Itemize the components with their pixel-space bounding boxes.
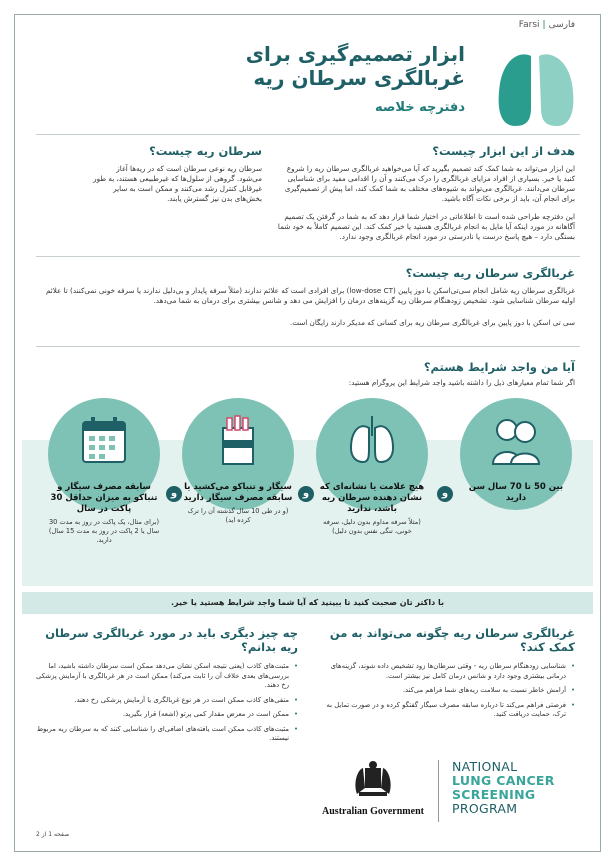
- help-item-2: • آرامش خاطر نسبت به سلامت ریه‌های شما فراهم می‌کند.: [323, 686, 575, 696]
- lungs-logo-icon: [495, 42, 577, 130]
- criterion-smoking-note: (و در طی 10 سال گذشته آن را ترک کرده اید): [187, 507, 289, 524]
- nlcsp-logo: [452, 760, 555, 816]
- cigarette-pack-icon: [211, 412, 265, 466]
- help-item-1: • شناسایی زودهنگام سرطان ریه - وقتی سرطان‌ها زود تشخیص داده شوند، گزینه‌های درمانی بیشتری وجود دارد و شانس درمان کامل نیز بیشتر است.: [323, 662, 575, 681]
- language-farsi-label: Farsi: [518, 20, 540, 30]
- know-item-2: • منفی‌های کاذب ممکن است در هر نوع غربالگری یا آزمایش پزشکی رخ دهند.: [36, 696, 298, 706]
- purpose-paragraph-2: این دفترچه طراحی شده است تا اطلاعاتی در اختیار شما قرار دهد که به شما در گرفتن یک تصمیم آگاهانه در مورد اینکه آیا مایل به انجام غربالگری هستید یا خیر کمک کند. این تصمیم کاملاً به خود شما بستگی دارد – هیچ پاسخ درست یا نادرستی در مورد انجام غربالگری وجود ندارد.: [277, 212, 575, 241]
- calendar-icon: [77, 412, 131, 466]
- purpose-paragraph-1: این ابزار می‌تواند به شما کمک کند تصمیم بگیرید که آیا می‌خواهید غربالگری سرطان ریه را شروع کنید یا خیر. بسیاری از افراد مزایای غربالگری را درک می‌کنند و آن را اقدامی مفید برای شناسایی سرطان می‌دانند. غربالگری می‌تواند به شیوه‌های مختلف به شما کمک کند، اما پیش از تصمیم‌گیری برای انجام آن، باید از برخی نکات آگاه باشید.: [284, 164, 575, 203]
- criterion-symptoms: [316, 482, 428, 536]
- screening-heading: غربالگری سرطان ریه چیست؟: [405, 266, 575, 280]
- criterion-age: [462, 482, 570, 504]
- know-heading: چه چیز دیگری باید در مورد غربالگری سرطان ریه بدانم؟: [45, 626, 298, 654]
- coat-of-arms-icon: [351, 760, 395, 798]
- screening-paragraph-1: غربالگری سرطان ریه شامل انجام سی‌تی‌اسکن با دوز پایین (low-dose CT) برای افرادی است که علائم ندارند (مثلاً سرفه پایدار و بی‌دلیل ندارند یا سرفه خونی نمی‌کنند) تا علائم اولیه سرطان شناسایی شود. تشخیص زودهنگام سرطان ریه گزینه‌های درمان را افزایش می دهد و شانس بیشتری برای درمان به شما می‌دهد.: [45, 286, 575, 305]
- know-item-3: • ممکن است در معرض مقدار کمی پرتو (اشعه) قرار بگیرید.: [36, 710, 298, 720]
- nlcsp-line-1: NATIONAL: [452, 759, 518, 774]
- and-connector-1: و: [437, 486, 453, 502]
- screening-paragraph-2: سی تی اسکن با دوز پایین برای غربالگری سرطان ریه برای کسانی که مدیکر دارند رایگان است.: [289, 318, 575, 327]
- nlcsp-line-2: LUNG CANCER: [452, 773, 555, 788]
- criterion-symptoms-text: هیچ علامت یا نشانه‌ای که نشان دهنده سرطان ریه باشد، ندارید: [319, 482, 425, 514]
- know-list: [36, 662, 298, 749]
- criterion-pack-years-note: (برای مثال، یک پاکت در روز به مدت 30 سال یا 2 پاکت در روز به مدت 15 سال) دارید.: [48, 518, 160, 544]
- language-label: Farsi | فارسی: [518, 20, 575, 30]
- help-heading: غربالگری سرطان ریه چگونه می‌تواند به من کمک کند؟: [329, 626, 575, 654]
- criterion-pack-years: [46, 482, 162, 545]
- page-title: ابزار تصمیم‌گیری برای غربالگری سرطان ریه: [245, 42, 465, 90]
- know-item-4: • مثبت‌های کاذب ممکن است یافته‌های اضافی‌ای را شناسایی کنند که به سرطان ریه مربوط نیستند.: [36, 725, 298, 744]
- lung-cancer-text: سرطان ریه نوعی سرطان است که در ریه‌ها آغاز می‌شود. گروهی از سلول‌ها که غیرطبیعی هستند، به طور غیرقابل کنترل رشد می‌کنند و ممکن است به سایر بخش‌های بدن نیز گسترش یابند.: [93, 164, 262, 203]
- eligible-intro: اگر شما تمام معیارهای ذیل را داشته باشید واجد شرایط این پروگرام هستید:: [348, 378, 575, 387]
- know-item-1: • مثبت‌های کاذب (یعنی نتیجه اسکن نشان می‌دهد ممکن است سرطان داشته باشید، اما بررسی‌های بعدی خلاف آن را ثابت می‌کند) ممکن است در هر غربالگری با آزمایش پزشکی رخ دهند.: [36, 662, 298, 691]
- help-item-3: • فرصتی فراهم می‌کند تا درباره سابقه مصرف سیگار گفتگو کرده و در صورت تمایل به ترک، حمایت دریافت کنید.: [323, 701, 575, 720]
- australian-government-text: Australian Government: [322, 806, 424, 817]
- language-native-label: فارسی: [548, 20, 575, 30]
- criterion-symptoms-note: (مثلاً سرفه مداوم بدون دلیل، سرفه خونی، تنگی نفس بدون دلیل): [323, 518, 421, 535]
- australian-government-logo: [318, 760, 428, 817]
- and-connector-2: و: [298, 486, 314, 502]
- and-connector-3: و: [166, 486, 182, 502]
- criterion-pack-years-text: سابقه مصرف سیگار و تنباکو به میزان حداقل 30 پاکت در سال: [50, 482, 158, 514]
- eligible-heading: آیا من واجد شرایط هستم؟: [423, 360, 575, 374]
- nlcsp-line-4: PROGRAM: [452, 801, 518, 816]
- nlcsp-line-3: SCREENING: [452, 787, 536, 802]
- page-subtitle: دفترچه خلاصه: [374, 100, 465, 115]
- help-list: [323, 662, 575, 725]
- criterion-age-text: بین 50 تا 70 سال سن دارید: [468, 482, 564, 503]
- lung-cancer-heading: سرطان ریه چیست؟: [149, 144, 262, 158]
- doctor-note: با داکتر تان صحبت کنید تا ببینید که آیا شما واجد شرایط هستید یا خیر.: [22, 592, 593, 614]
- page-number: صفحه 1 از 2: [36, 831, 70, 838]
- elderly-couple-icon: [489, 412, 543, 466]
- lungs-icon: [345, 412, 399, 466]
- criterion-smoking: [182, 482, 294, 525]
- criterion-smoking-text: سیگار و تنباکو می‌کشید یا سابقه مصرف سیگار دارید: [183, 482, 293, 503]
- purpose-heading: هدف از این ابزار چیست؟: [432, 144, 575, 158]
- footer-divider: [438, 760, 439, 822]
